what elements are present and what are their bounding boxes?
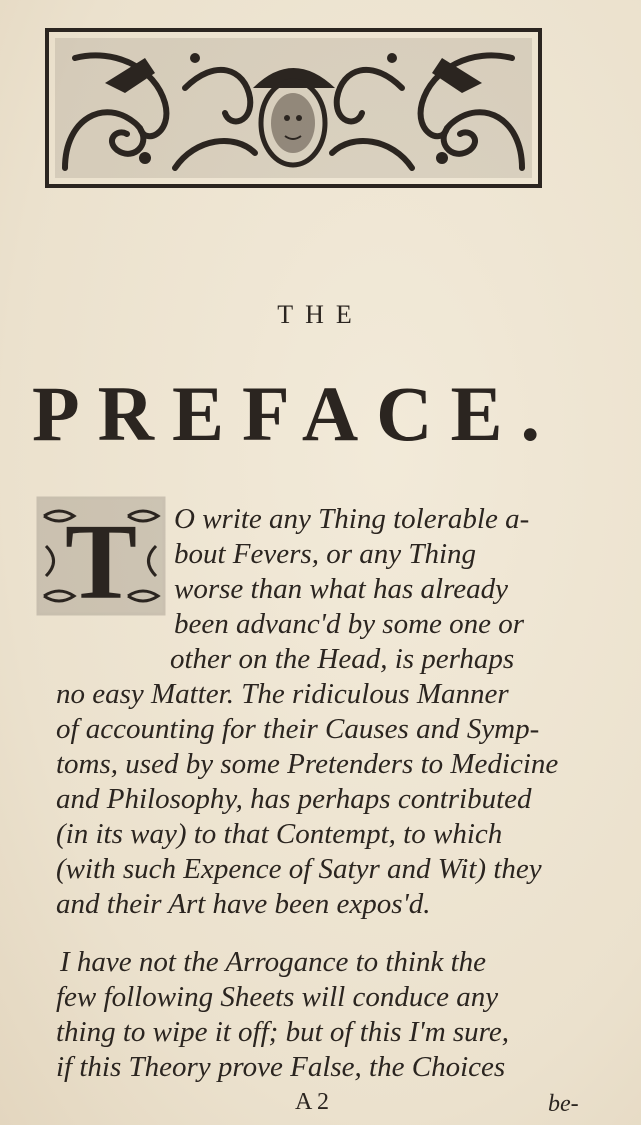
text-line: (with such Expence of Satyr and Wit) they (56, 853, 542, 885)
ornamental-headpiece-icon (45, 28, 542, 188)
initial-letter: T (64, 503, 138, 616)
text-line: worse than what has already (174, 573, 509, 605)
text-line: O write any Thing tolerable a- (174, 503, 530, 535)
text-line: and their Art have been expos'd. (56, 888, 431, 920)
text-line: no easy Matter. The ridiculous Manner (56, 678, 509, 710)
text-line: and Philosophy, has perhaps contributed (56, 783, 532, 815)
catchword: be- (548, 1091, 579, 1117)
text-line: few following Sheets will conduce any (56, 981, 499, 1013)
text-line: if this Theory prove False, the Choices (56, 1051, 506, 1083)
heading-preface: PREFACE. (32, 370, 559, 457)
text-line: of accounting for their Causes and Symp- (56, 713, 540, 745)
text-line: bout Fevers, or any Thing (174, 538, 477, 570)
text-line: toms, used by some Pretenders to Medicine (56, 748, 559, 780)
text-line: (in its way) to that Contempt, to which (56, 818, 503, 850)
text-line: I have not the Arrogance to think the (60, 946, 487, 978)
text-line: been advanc'd by some one or (174, 608, 525, 640)
text-line: other on the Head, is perhaps (170, 643, 515, 675)
signature-mark: A 2 (295, 1089, 330, 1115)
text-line: thing to wipe it off; but of this I'm sure, (56, 1016, 510, 1048)
heading-the: THE (277, 300, 364, 329)
decorated-initial-icon (36, 496, 166, 616)
